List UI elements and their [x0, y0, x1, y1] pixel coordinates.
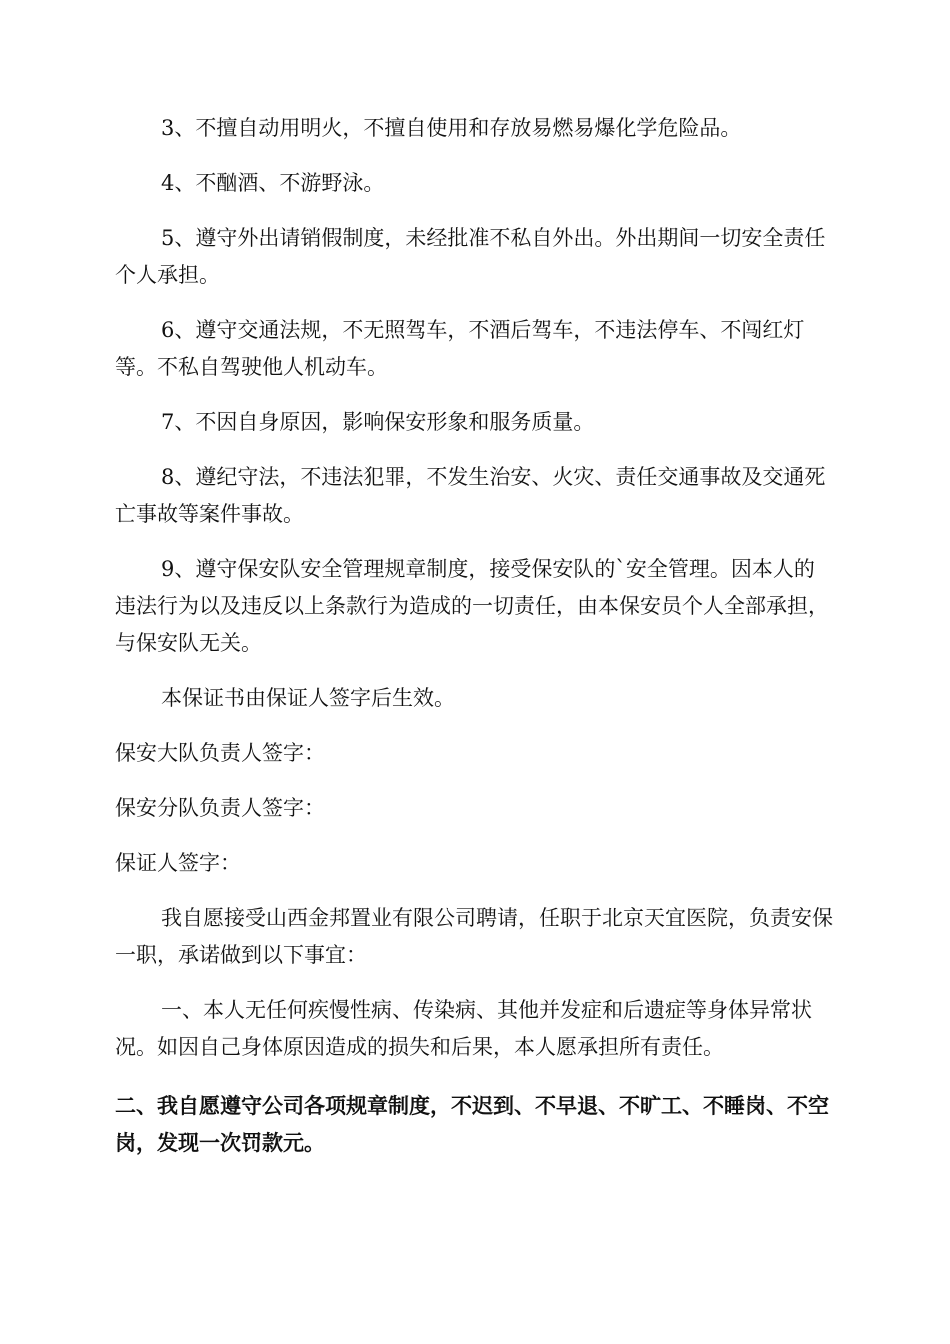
employment-statement: 我自愿接受山西金邦置业有限公司聘请，任职于北京天宜医院，负责安保一职，承诺做到以下事宜：: [115, 906, 833, 967]
rule-5: 5、遵守外出请销假制度，未经批准不私自外出。外出期间一切安全责任个人承担。: [115, 226, 826, 287]
rule-4: 4、不酗酒、不游野泳。: [161, 171, 385, 195]
rule-3: 3、不擅自动用明火，不擅自使用和存放易燃易爆化学危险品。: [161, 116, 742, 140]
signature-brigade-leader: 保安大队负责人签字：: [115, 741, 325, 765]
effective-statement: 本保证书由保证人签字后生效。: [161, 686, 455, 710]
rule-8: 8、遵纪守法，不违法犯罪，不发生治安、火灾、责任交通事故及交通死亡事故等案件事故。: [115, 465, 826, 526]
rule-9: 9、遵守保安队安全管理规章制度，接受保安队的`安全管理。因本人的违法行为以及违反以上条款行为造成的一切责任，由本保安员个人全部承担，与保安队无关。: [115, 557, 829, 655]
signature-guarantor: 保证人签字：: [115, 851, 241, 875]
signature-squad-leader: 保安分队负责人签字：: [115, 796, 325, 820]
rule-6: 6、遵守交通法规，不无照驾车，不酒后驾车，不违法停车、不闯红灯等。不私自驾驶他人机动车。: [115, 318, 805, 379]
commitment-1: 一、本人无任何疾慢性病、传染病、其他并发症和后遗症等身体异常状况。如因自己身体原因造成的损失和后果，本人愿承担所有责任。: [115, 998, 812, 1059]
document-body: [115, 110, 833, 1180]
rule-7: 7、不因自身原因，影响保安形象和服务质量。: [161, 410, 595, 434]
commitment-2: 二、我自愿遵守公司各项规章制度，不迟到、不早退、不旷工、不睡岗、不空岗，发现一次罚款元。: [115, 1094, 829, 1155]
